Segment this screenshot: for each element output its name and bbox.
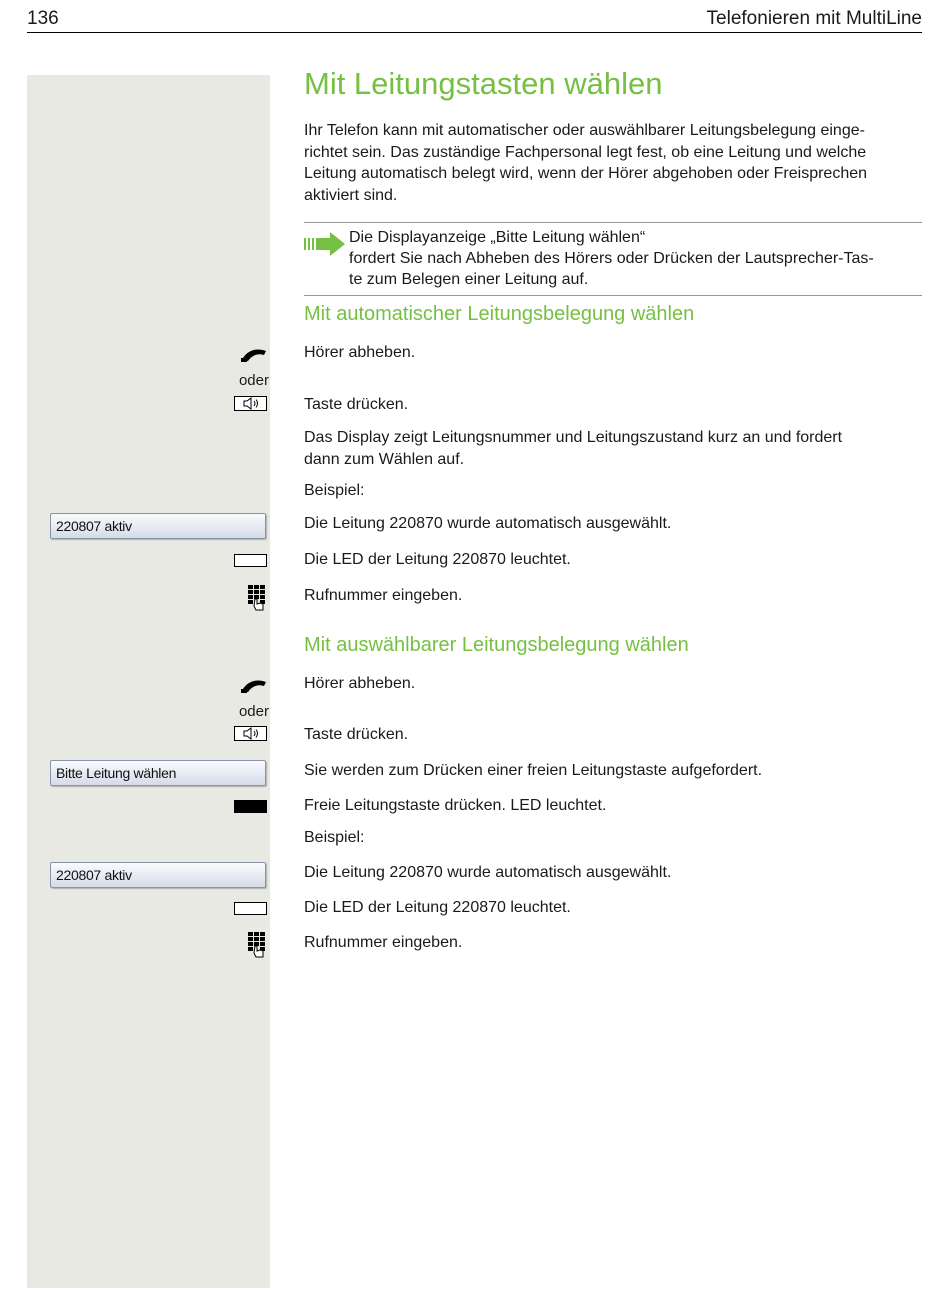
- display-text: 220807 aktiv: [56, 867, 132, 883]
- lift-handset-text: Hörer abheben.: [304, 675, 416, 692]
- free-key-text: Freie Leitungstaste drücken. LED leuchtet.: [304, 797, 607, 814]
- note-box: [304, 222, 922, 296]
- line-selected-text: Die Leitung 220870 wurde automatisch ausgewählt.: [304, 864, 672, 881]
- prompt-text: Sie werden zum Drücken einer freien Leitungstaste aufgefordert.: [304, 762, 763, 779]
- led-on-icon: [234, 800, 267, 813]
- dial-number-text: Rufnummer eingeben.: [304, 934, 463, 951]
- display-text: 220807 aktiv: [56, 518, 132, 534]
- speaker-key-icon: [234, 396, 267, 411]
- page-number: 136: [27, 8, 59, 29]
- dial-number-text: Rufnummer eingeben.: [304, 587, 463, 604]
- intro-line: aktiviert sind.: [304, 186, 398, 204]
- led-text: Die LED der Leitung 220870 leuchtet.: [304, 899, 571, 916]
- handset-icon: [240, 676, 268, 694]
- intro-line: Ihr Telefon kann mit automatischer oder auswählbarer Leitungsbelegung einge-: [304, 122, 865, 139]
- oder-label: oder: [238, 703, 269, 720]
- note-line: fordert Sie nach Abheben des Hörers oder Drücken der Lautsprecher-Tas-: [349, 250, 874, 267]
- led-off-icon: [234, 554, 267, 567]
- arrow-note-icon: [304, 231, 346, 257]
- display-choose-line: [50, 760, 266, 786]
- display-info-text: [304, 427, 924, 470]
- left-column: [27, 75, 270, 1288]
- display-line-active: [50, 862, 266, 888]
- intro-line: Leitung automatisch belegt wird, wenn der Hörer abgehoben oder Freisprechen: [304, 165, 868, 182]
- display-line-active: [50, 513, 266, 539]
- display-text: Bitte Leitung wählen: [56, 765, 177, 781]
- press-key-text: Taste drücken.: [304, 396, 409, 413]
- led-text: Die LED der Leitung 220870 leuchtet.: [304, 551, 571, 568]
- example-label: Beispiel:: [304, 829, 365, 846]
- note-line: te zum Belegen einer Leitung auf.: [349, 271, 589, 288]
- oder-label: oder: [238, 372, 269, 389]
- handset-icon: [240, 345, 268, 363]
- keypad-icon: [248, 585, 268, 611]
- section-heading-automatic: Mit automatischer Leitungsbelegung wählen: [304, 303, 695, 325]
- speaker-key-icon: [234, 726, 267, 741]
- lift-handset-text: Hörer abheben.: [304, 344, 416, 361]
- line-selected-text: Die Leitung 220870 wurde automatisch ausgewählt.: [304, 515, 672, 532]
- section-heading-selectable: Mit auswählbarer Leitungsbelegung wählen: [304, 634, 689, 656]
- display-info-line: Das Display zeigt Leitungsnummer und Leitungszustand kurz an und fordert: [304, 429, 843, 446]
- intro-line: richtet sein. Das zuständige Fachpersonal legt fest, ob eine Leitung und welche: [304, 143, 867, 161]
- display-info-line: dann zum Wählen auf.: [304, 450, 465, 468]
- intro-paragraph: [304, 120, 924, 206]
- page-header: [27, 6, 922, 33]
- note-line: Die Displayanzeige „Bitte Leitung wählen“: [349, 229, 646, 246]
- running-title: Telefonieren mit MultiLine: [706, 8, 922, 29]
- press-key-text: Taste drücken.: [304, 726, 409, 743]
- led-off-icon: [234, 902, 267, 915]
- example-label: Beispiel:: [304, 482, 365, 499]
- page-title: Mit Leitungstasten wählen: [304, 66, 663, 101]
- keypad-icon: [248, 932, 268, 958]
